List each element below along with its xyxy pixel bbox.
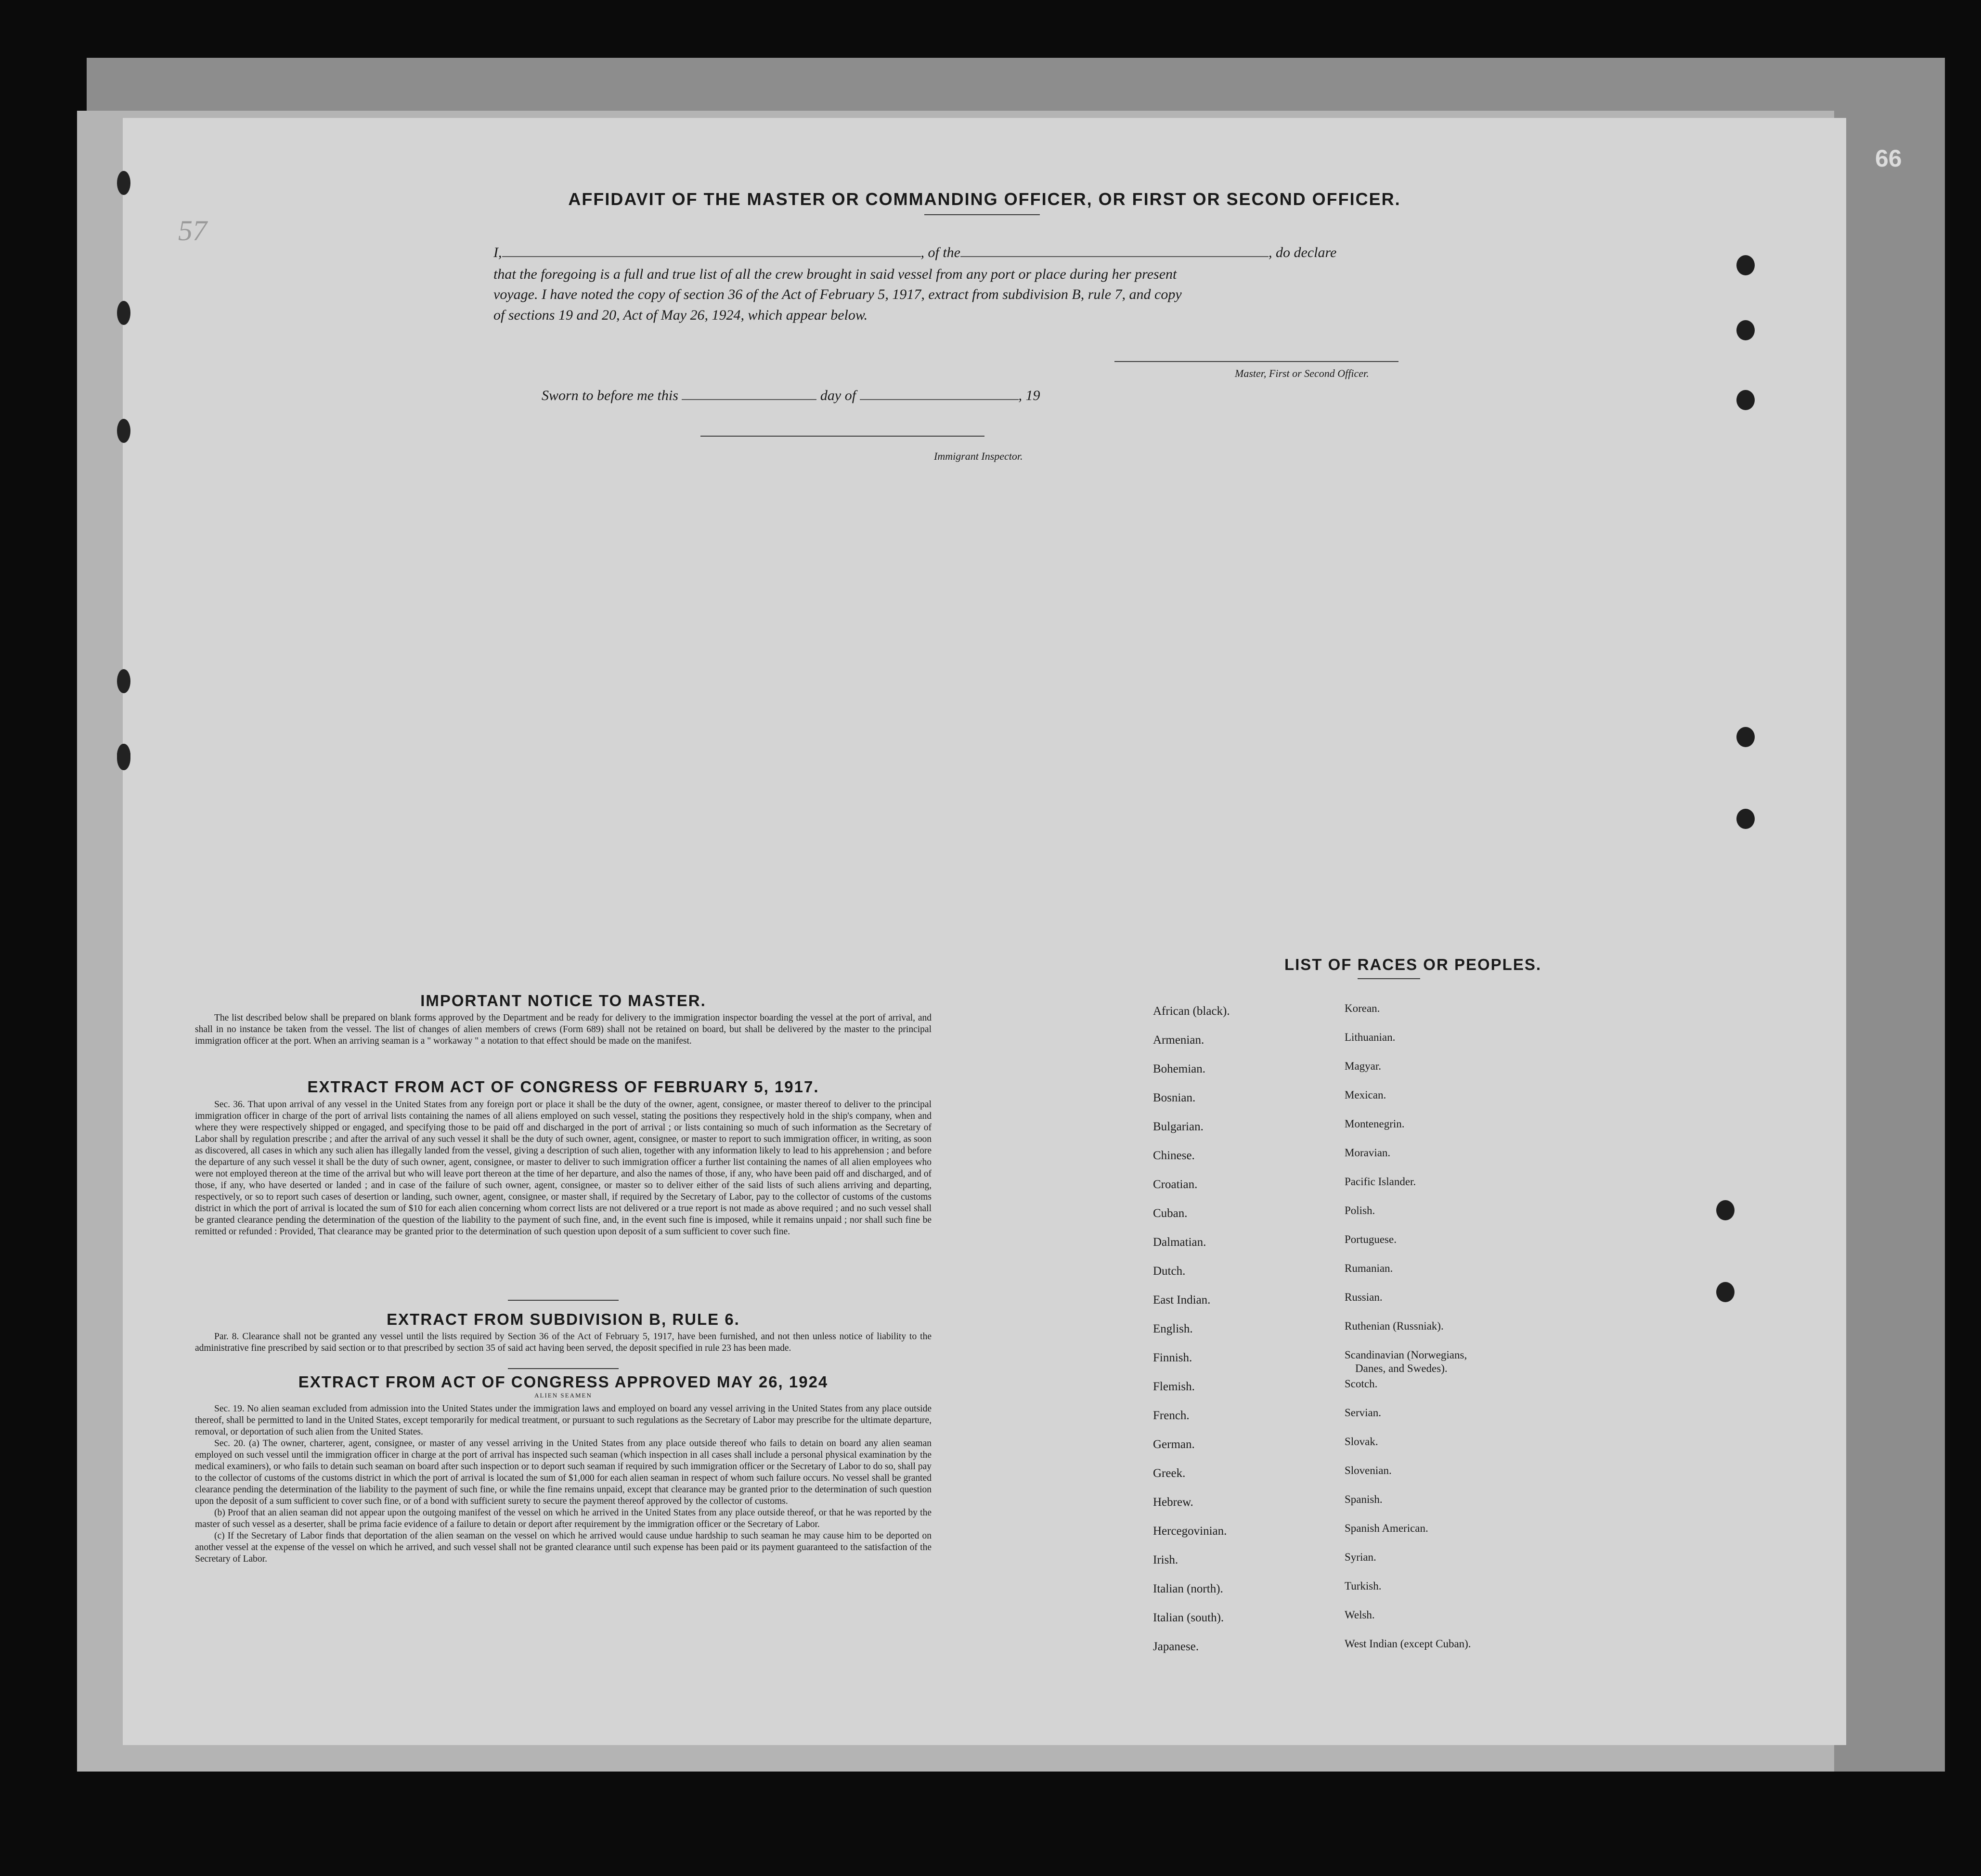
day-of-label: day of [820, 388, 856, 403]
race-item: Turkish. [1345, 1580, 1382, 1592]
race-item: Croatian. [1153, 1178, 1198, 1191]
margin-mark: 57 [178, 215, 207, 246]
notice-text: The list described below shall be prepared on blank forms approved by the Department and be ready for delivery to the immigration inspector boarding the vessel at the port of arrival, and shall in no instance be taken from the vessel. The list of changes of alien members of crews (Form 689) shall not be retained on board, but shall be delivered by the master to the principal immigration officer at the port. When an arriving seaman is a " workaway " a notation to that effect should be made on the manifest. [195, 1013, 932, 1046]
race-item: Slovak. [1345, 1436, 1378, 1448]
sworn-month-blank[interactable] [860, 399, 1019, 400]
races-rule [1358, 978, 1420, 979]
race-item: Chinese. [1153, 1149, 1195, 1162]
race-item: Greek. [1153, 1467, 1186, 1480]
race-item: Slovenian. [1345, 1464, 1392, 1476]
edge-punch [1736, 320, 1755, 340]
sworn-day-blank[interactable] [682, 399, 816, 400]
races-title: LIST OF RACES OR PEOPLES. [1284, 956, 1542, 973]
manifest-page [123, 118, 1846, 1745]
punch-hole [117, 669, 130, 693]
edge-punch [1736, 390, 1755, 410]
folio-number: 66 [1875, 145, 1902, 172]
race-item: East Indian. [1153, 1294, 1211, 1307]
affidavit-i: I, [493, 245, 502, 260]
affidavit-of-the: , of the [920, 245, 960, 260]
edge-punch [1736, 809, 1755, 829]
race-item: Welsh. [1345, 1609, 1375, 1621]
sec-19: Sec. 19. No alien seaman excluded from admission into the United States under the immigration laws and employed on board any vessel arriving in the United States from any place outside thereof, shall be permitted to land in the United States, except temporarily for medical treatment, or pursuant to such regulations as the Secretary of Labor may prescribe for the ultimate departure, removal, or deportation of such alien from the United States. [195, 1404, 932, 1437]
title-rule [924, 214, 1040, 215]
race-item: French. [1153, 1409, 1190, 1422]
race-item: Magyar. [1345, 1060, 1382, 1072]
race-item: Danes, and Swedes). [1355, 1362, 1448, 1374]
affidavit-line-3: voyage. I have noted the copy of section 36 of the Act of February 5, 1917, extract from subdivision B, rule 7, and copy [493, 286, 1182, 302]
extract-1917-title: EXTRACT FROM ACT OF CONGRESS OF FEBRUARY 5, 1917. [307, 1078, 819, 1096]
affidavit-line-1 [493, 245, 1336, 261]
race-item: Scandinavian (Norwegians, [1345, 1349, 1467, 1361]
vessel-blank[interactable] [960, 256, 1269, 257]
section-rule [508, 1368, 619, 1369]
race-item: German. [1153, 1438, 1195, 1451]
edge-punch [1736, 255, 1755, 275]
race-item: West Indian (except Cuban). [1345, 1638, 1471, 1650]
race-item: Armenian. [1153, 1034, 1204, 1047]
affidavit-line-2: that the foregoing is a full and true list of all the crew brought in said vessel from any port or place during her present [493, 266, 1177, 282]
race-item: Hercegovinian. [1153, 1525, 1227, 1538]
sec-20c: (c) If the Secretary of Labor finds that deportation of the alien seaman on the vessel on which he arrived would cause undue hardship to such seaman he may cause him to be deported on another vessel at the expense of the vessel on which he arrived, and such vessel shall not be granted clearance until such expense has been paid or its payment guaranteed to the satisfaction of the Secretary of Labor. [195, 1531, 932, 1564]
race-item: African (black). [1153, 1005, 1230, 1018]
affidavit-title: AFFIDAVIT OF THE MASTER OR COMMANDING OFFICER, OR FIRST OR SECOND OFFICER. [568, 189, 1401, 209]
extract-1924-text [195, 1403, 932, 1565]
race-item: Finnish. [1153, 1351, 1192, 1364]
inspector-signature-line[interactable] [700, 436, 984, 437]
sec-20b: (b) Proof that an alien seaman did not appear upon the outgoing manifest of the vessel on which he arrived in the United States from any place outside thereof, or that he was reported by the master of such vessel as a deserter, shall be prima facie evidence of a failure to detain or deport after requirement by the immigration officer or the Secretary of Labor. [195, 1508, 932, 1529]
race-item: Montenegrin. [1345, 1118, 1405, 1130]
race-item: Bosnian. [1153, 1091, 1196, 1104]
race-item: Bohemian. [1153, 1062, 1206, 1075]
name-blank[interactable] [502, 256, 921, 257]
race-item: Flemish. [1153, 1380, 1195, 1393]
punch-hole [117, 744, 130, 768]
affidavit-do-declare: , do declare [1269, 245, 1337, 260]
notice-title: IMPORTANT NOTICE TO MASTER. [420, 992, 706, 1009]
extract-rule6-title: EXTRACT FROM SUBDIVISION B, RULE 6. [387, 1310, 740, 1328]
race-item: Spanish American. [1345, 1522, 1428, 1534]
race-item: Dutch. [1153, 1265, 1186, 1278]
race-item: Lithuanian. [1345, 1031, 1396, 1043]
race-item: Moravian. [1345, 1147, 1391, 1159]
race-item: Hebrew. [1153, 1496, 1193, 1509]
race-item: Servian. [1345, 1407, 1382, 1419]
race-item: Dalmatian. [1153, 1236, 1206, 1249]
punch-hole [117, 301, 130, 325]
race-item: Bulgarian. [1153, 1120, 1204, 1133]
race-item: Irish. [1153, 1553, 1178, 1566]
race-item: Portuguese. [1345, 1233, 1397, 1245]
year-label: , 19 [1018, 388, 1040, 403]
inspector-caption: Immigrant Inspector. [934, 450, 1023, 462]
master-signature-caption: Master, First or Second Officer. [1235, 367, 1369, 379]
race-item: Scotch. [1345, 1378, 1378, 1390]
sworn-label: Sworn to before me this [542, 388, 678, 403]
race-item: Mexican. [1345, 1089, 1386, 1101]
race-item: Korean. [1345, 1002, 1380, 1014]
affidavit-line-4: of sections 19 and 20, Act of May 26, 1924, which appear below. [493, 307, 868, 323]
sworn-line [542, 388, 1040, 404]
race-item: Polish. [1345, 1204, 1375, 1216]
race-item: Spanish. [1345, 1493, 1383, 1505]
extract-1924-title: EXTRACT FROM ACT OF CONGRESS APPROVED MAY 26, 1924 [298, 1373, 829, 1391]
race-item: Italian (south). [1153, 1611, 1224, 1624]
race-item: English. [1153, 1322, 1193, 1335]
race-item: Italian (north). [1153, 1582, 1223, 1595]
race-item: Cuban. [1153, 1207, 1188, 1220]
extract-1924-subtitle: ALIEN SEAMEN [534, 1392, 592, 1399]
punch-hole [117, 419, 130, 443]
sec-20a: Sec. 20. (a) The owner, charterer, agent, consignee, or master of any vessel arriving in the United States from any place outside thereof who fails to detain on board any alien seaman employed on such vessel until the immigration officer in charge at the port of arrival has inspected such seaman (which inspection in all cases shall include a personal physical examination by the medical examiners), or who fails to detain such seaman on board after such inspection or to deport such seaman if required by such immigration officer or the Secretary of Labor to do so, shall pay to the collector of customs of the customs district in which the port of arrival is located the sum of $1,000 for each alien seaman in respect of whom such failure occurs. No vessel shall be granted clearance pending the determination of the liability to the payment of such fine, or while the fine remains unpaid, except that clearance may be granted prior to the determination of such question upon the deposit of a sum sufficient to cover such fine, or of a bond with sufficient surety to secure the payment thereof approved by the collector of customs. [195, 1438, 932, 1506]
extract-rule6-text: Par. 8. Clearance shall not be granted any vessel until the lists required by Section 36 of the Act of February 5, 1917, have been furnished, and not then unless notice of liability to the administrative fine prescribed by said section or to that prescribed by section 35 of said act having been served, the deposit specified in rule 23 has been made. [195, 1332, 932, 1353]
extract-1917-text: Sec. 36. That upon arrival of any vessel in the United States from any foreign port or place it shall be the duty of the owner, agent, consignee, or master thereof to deliver to the principal immigration officer in charge of the port of arrival lists containing the names of all aliens employed on such vessel, stating the positions they respectively hold in the ship's company, when and where they were respectively shipped or engaged, and specifying those to be paid off and discharged in the port of arrival ; or lists containing so much of such information as the Secretary of Labor shall by regulation prescribe ; and after the arrival of any such vessel it shall be the duty of such owner, agent, consignee, or master to report to such immigration officer, in writing, as soon as discovered, all cases in which any such alien has illegally landed from the vessel, giving a description of such alien, together with any information likely to lead to his apprehension ; and before the departure of any such vessel it shall be the duty of such owner, agent, consignee, or master to deliver to such immigration officer a further list containing the names of all alien employees who were not employed thereon at the time of the arrival but who will leave port thereon at the time of her departure, and also the names of those, if any, who have been paid off and discharged, and of those, if any, who have deserted or landed ; and in case of the failure of such owner, agent, consignee, or master so to deliver either of the said lists of such aliens arriving and departing, respectively, or so to report such cases of desertion or landing, such owner, agent, consignee, or master shall, if required by the Secretary of Labor, pay to the collector of customs of the customs district in which the port of arrival is located the sum of $10 for each alien concerning whom correct lists are not delivered or a true report is not made as above required ; and no such vessel shall be granted clearance pending the determination of the question of the liability to the payment of such fine, and, in the event such fine is imposed, while it remains unpaid ; nor shall such fine be remitted or refunded : Provided, That clearance may be granted prior to the determination of such question upon deposit of a sum sufficient to cover such fine. [195, 1100, 932, 1237]
race-item: Ruthenian (Russniak). [1345, 1320, 1444, 1332]
edge-punch [1716, 1200, 1735, 1220]
edge-punch [1716, 1282, 1735, 1302]
section-rule [508, 1300, 619, 1301]
race-item: Pacific Islander. [1345, 1176, 1416, 1188]
race-item: Japanese. [1153, 1640, 1199, 1653]
race-item: Russian. [1345, 1291, 1383, 1303]
race-item: Syrian. [1345, 1551, 1376, 1563]
edge-punch [1736, 727, 1755, 747]
race-item: Rumanian. [1345, 1262, 1393, 1274]
master-signature-line[interactable] [1114, 361, 1398, 362]
